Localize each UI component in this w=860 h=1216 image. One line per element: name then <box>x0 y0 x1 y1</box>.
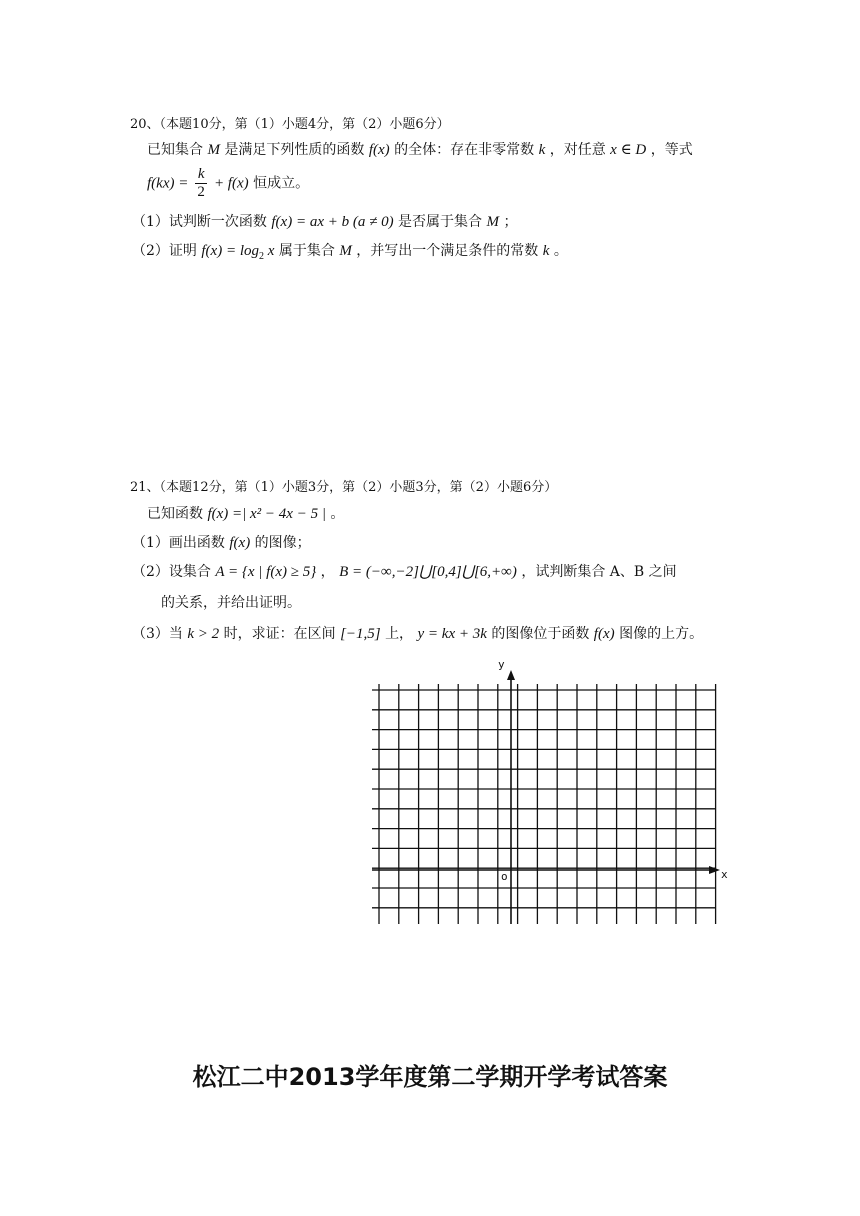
q21-part2 <box>132 563 677 581</box>
origin-label: o <box>501 870 508 883</box>
q20-p1-tail: 是否属于集合 <box>398 214 483 230</box>
q20-frac-den: 2 <box>197 184 205 200</box>
q20-p1-label: （1）试判断一次函数 <box>132 214 267 230</box>
q21-p1-fx: f(x) <box>229 535 251 551</box>
q21-stem <box>147 505 344 523</box>
q20-eq-lhs: f(kx) = <box>147 175 189 192</box>
x-axis-arrow-icon <box>709 866 720 874</box>
answer-section-title: 松江二中2013学年度第二学期开学考试答案 <box>192 1063 668 1091</box>
q20-fx: f(x) <box>368 142 390 158</box>
q20-fraction <box>195 166 208 201</box>
q20-p1-M: M <box>486 214 499 230</box>
q20-p2-label: （2）证明 <box>132 243 197 259</box>
q21-header: 21、（本题12分，第（1）小题3分，第（2）小题3分，第（2）小题6分） <box>130 480 558 495</box>
q21-stem-text: 已知函数 <box>147 506 203 522</box>
q20-p2-M: M <box>339 243 352 259</box>
coordinate-grid <box>360 650 740 930</box>
q21-p1-tail: 的图像； <box>254 535 311 551</box>
q20-stem-text-d: ，对任意 <box>549 142 606 158</box>
q21-p2-setB: B = (−∞,−2]⋃[0,4]⋃[6,+∞) <box>339 564 517 580</box>
q20-frac-num: k <box>195 166 208 184</box>
q21-p2-setA: A = {x | f(x) ≥ 5} <box>215 564 317 580</box>
q20-k: k <box>538 142 546 158</box>
q20-eq-tail: 恒成立。 <box>253 175 310 192</box>
q20-stem-text-e: ，等式 <box>650 142 693 158</box>
q20-eq-rhs: + f(x) <box>213 175 249 192</box>
q21-p1-label: （1）画出函数 <box>132 535 225 551</box>
q20-p2-tail: 属于集合 <box>278 243 335 259</box>
q20-p2-tail2: ，并写出一个满足条件的常数 <box>356 243 539 259</box>
y-axis-arrow-icon <box>507 670 515 680</box>
q21-p2-label: （2）设集合 <box>132 564 211 580</box>
q21-p3-mid3: 的图像位于函数 <box>491 626 590 642</box>
q21-p2-tail: ，试判断集合 A、B 之间 <box>521 564 677 580</box>
q20-stem <box>147 141 693 159</box>
q20-stem-text-b: 是满足下列性质的函数 <box>224 142 365 158</box>
q20-x-in-D: x ∈ D <box>610 142 647 158</box>
q21-p3-mid: 时，求证：在区间 <box>223 626 336 642</box>
q21-p3-cond: k > 2 <box>187 626 220 642</box>
q21-part1 <box>132 534 311 552</box>
q21-p3-interval: [−1,5] <box>340 626 381 642</box>
q21-stem-end: 。 <box>330 506 345 522</box>
q20-equation <box>147 166 309 201</box>
q20-part2 <box>132 242 568 266</box>
q21-part2-line2: 的关系，并给出证明。 <box>161 595 301 611</box>
q20-p1-formula: f(x) = ax + b (a ≠ 0) <box>271 214 394 230</box>
q21-p3-fx: f(x) <box>593 626 615 642</box>
q20-stem-text-a: 已知集合 <box>147 142 203 158</box>
q20-p2-formula: $f(x) = \log_2 x$ <box>201 243 275 262</box>
q21-p3-mid2: 上， <box>385 626 414 642</box>
y-axis-label: y <box>498 658 505 671</box>
q20-header: 20、（本题10分，第（1）小题4分，第（2）小题6分） <box>130 117 450 132</box>
q20-p2-k: k <box>542 243 550 259</box>
q21-p3-end: 图像的上方。 <box>619 626 704 642</box>
q21-p3-line: y = kx + 3k <box>417 626 487 642</box>
q21-p2-comma: ， <box>320 564 335 580</box>
q21-stem-formula: f(x) =| x² − 4x − 5 | <box>207 506 326 522</box>
x-axis-label: x <box>721 868 728 881</box>
q20-p1-end: ； <box>503 214 518 230</box>
q20-stem-text-c: 的全体：存在非零常数 <box>394 142 535 158</box>
q20-set-M: M <box>207 142 220 158</box>
q20-p2-end: 。 <box>553 243 568 259</box>
q20-part1 <box>132 213 517 231</box>
q21-part3 <box>132 625 703 643</box>
grid-lines <box>372 684 716 924</box>
q21-p3-label: （3）当 <box>132 626 183 642</box>
